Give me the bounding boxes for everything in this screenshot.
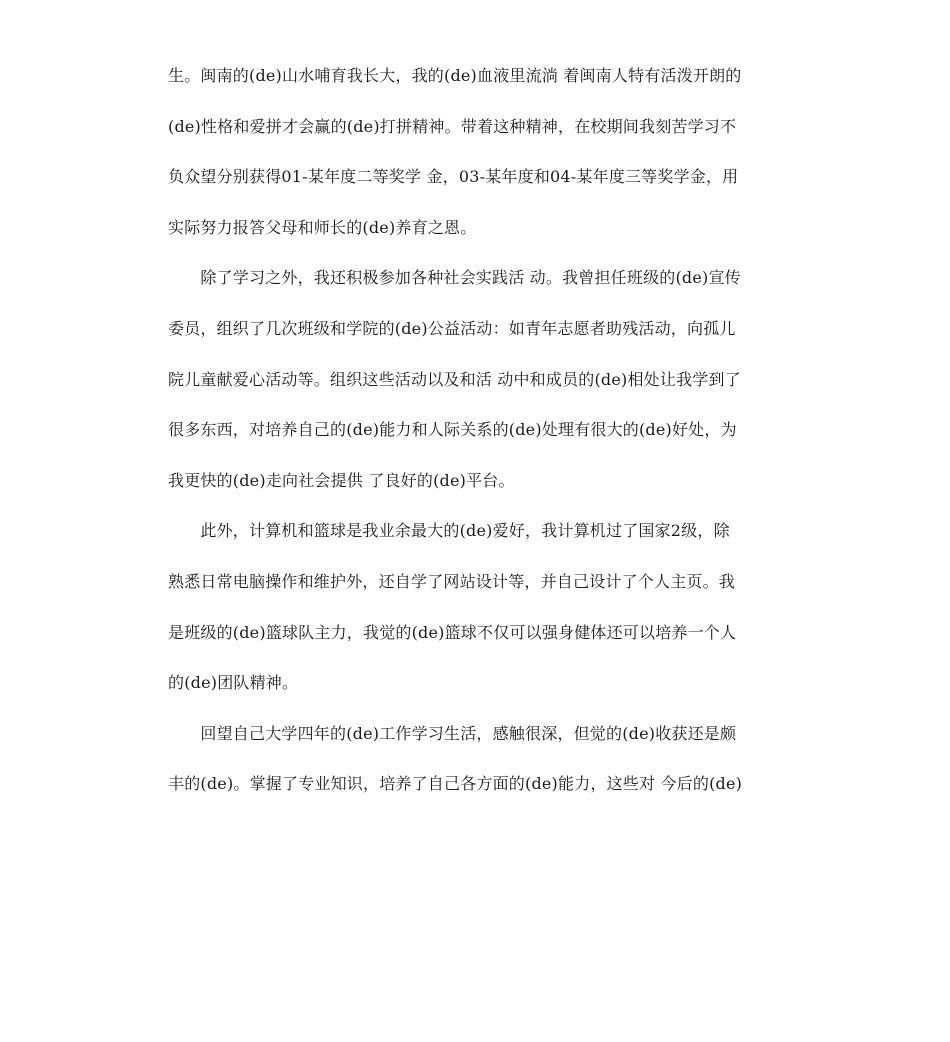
text-line: (de)性格和爱拼才会赢的(de)打拼精神。带着这种精神，在校期间我刻苦学习不 [168, 116, 737, 136]
text-line: 熟悉日常电脑操作和维护外，还自学了网站设计等，并自己设计了个人主页。我 [168, 571, 736, 591]
text-line: 回望自己大学四年的(de)工作学习生活，感触很深，但觉的(de)收获还是颇 [168, 723, 737, 743]
text-line: 是班级的(de)篮球队主力，我觉的(de)篮球不仅可以强身健体还可以培养一个人 [168, 622, 737, 642]
text-line: 的(de)团队精神。 [168, 673, 299, 693]
text-line: 院儿童献爱心活动等。组织这些活动以及和活 动中和成员的(de)相处让我学到了 [168, 369, 741, 389]
paragraph [168, 716, 788, 817]
text-line: 除了学习之外，我还积极参加各种社会实践活 动。我曾担任班级的(de)宣传 [168, 268, 741, 288]
text-line: 很多东西，对培养自己的(de)能力和人际关系的(de)处理有很大的(de)好处，为 [168, 420, 737, 440]
text-line: 我更快的(de)走向社会提供 了良好的(de)平台。 [168, 470, 515, 490]
paragraph [168, 58, 788, 260]
paragraph [168, 260, 788, 513]
text-line: 负众望分别获得01-某年度二等奖学 金，03-某年度和04-某年度三等奖学金，用 [168, 167, 739, 187]
text-line: 丰的(de)。掌握了专业知识，培养了自己各方面的(de)能力，这些对 今后的(de) [168, 774, 743, 794]
paragraph [168, 513, 788, 715]
text-line: 委员，组织了几次班级和学院的(de)公益活动：如青年志愿者助残活动，向孤儿 [168, 318, 736, 338]
document-body [168, 58, 788, 817]
text-line: 实际努力报答父母和师长的(de)养育之恩。 [168, 217, 477, 237]
text-line: 此外，计算机和篮球是我业余最大的(de)爱好，我计算机过了国家2级，除 [168, 521, 730, 541]
text-line: 生。闽南的(de)山水哺育我长大，我的(de)血液里流淌 着闽南人特有活泼开朗的 [168, 66, 742, 85]
